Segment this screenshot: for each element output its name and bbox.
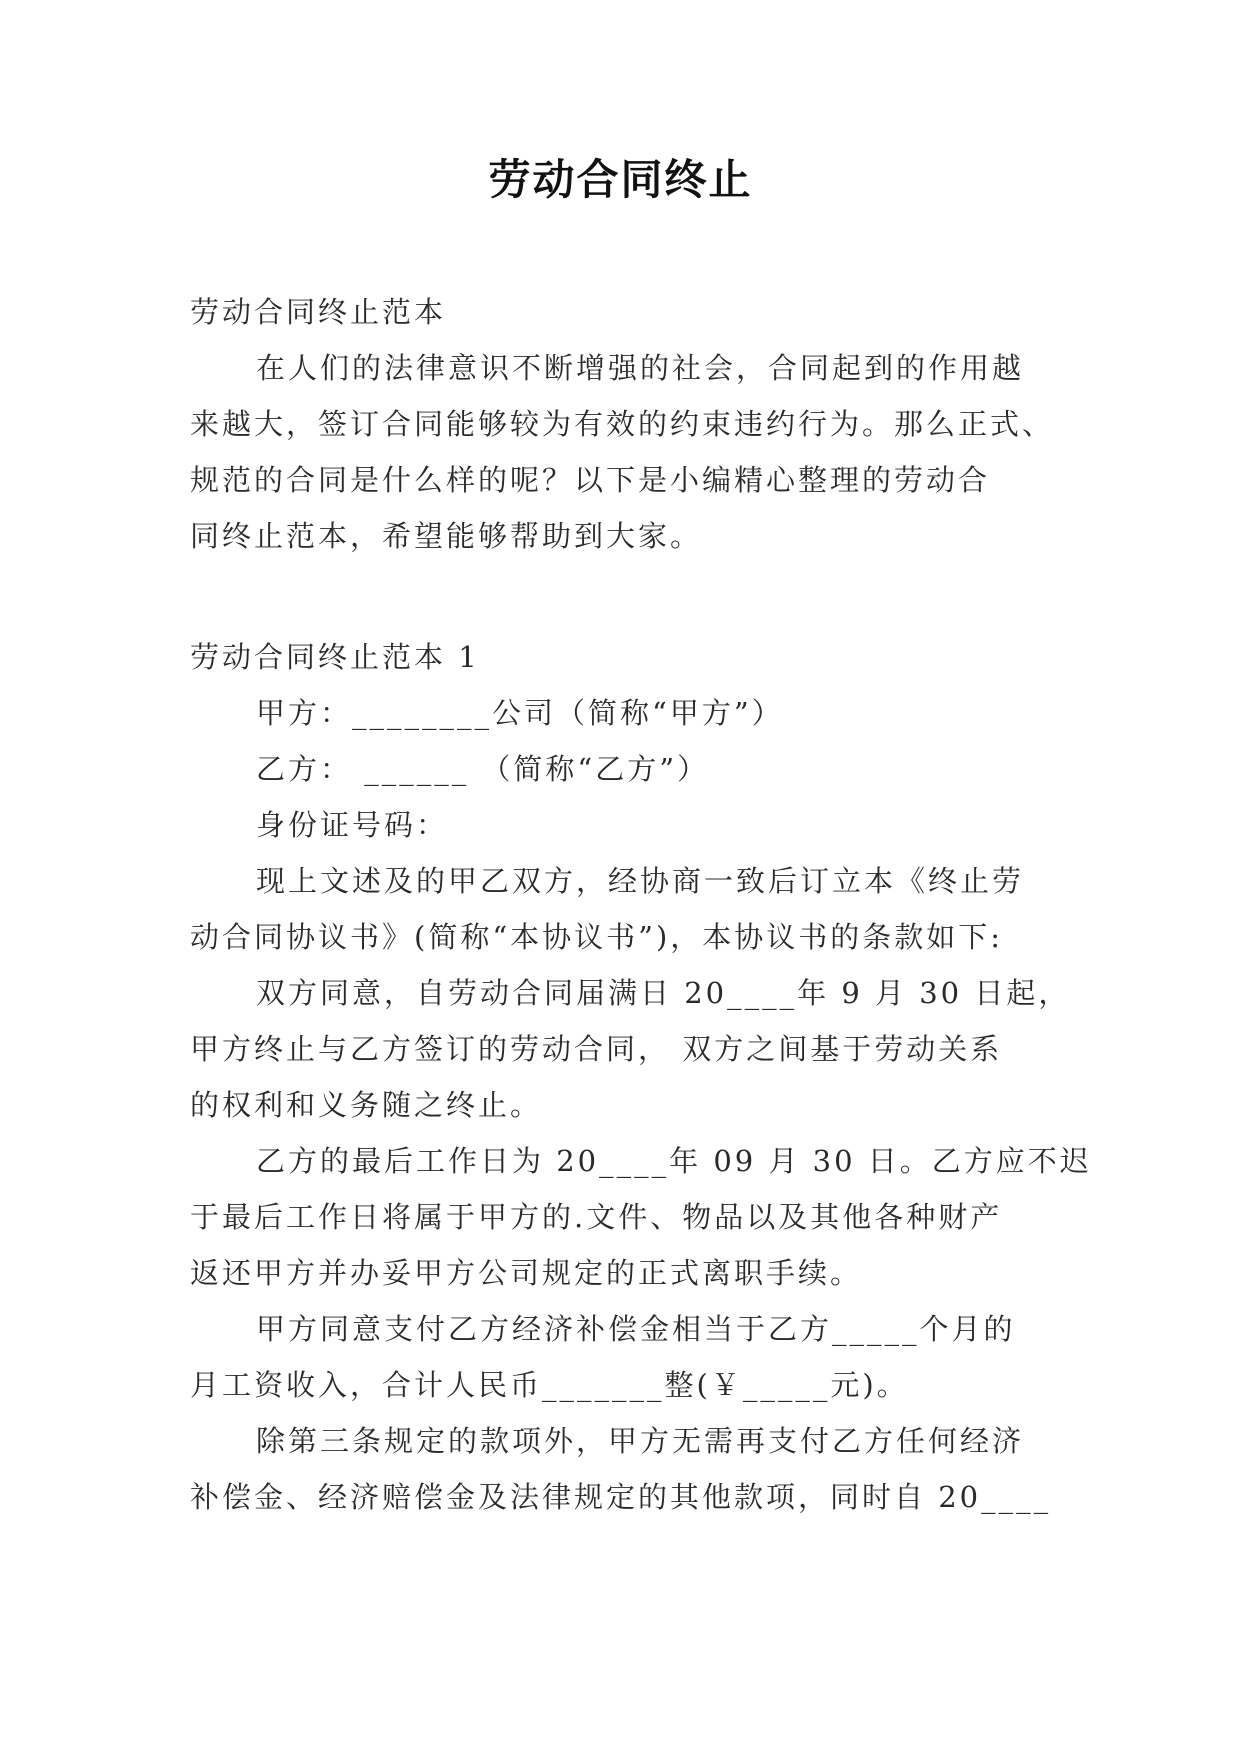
body-line: 动合同协议书》(简称“本协议书”)，本协议书的条款如下: [190,920,1004,954]
intro-line: 在人们的法律意识不断增强的社会，合同起到的作用越 [256,351,1025,385]
body-line: 甲方终止与乙方签订的劳动合同， 双方之间基于劳动关系 [190,1032,1003,1066]
body-line: 乙方的最后工作日为 20____年 09 月 30 日。乙方应不迟 [256,1144,1092,1178]
body-line: 月工资收入，合计人民币_______整(￥_____元)。 [190,1368,909,1402]
body-line: 除第三条规定的款项外，甲方无需再支付乙方任何经济 [256,1424,1025,1458]
sample-heading: 劳动合同终止范本 1 [190,640,480,674]
intro-line: 规范的合同是什么样的呢？以下是小编精心整理的劳动合 [190,463,991,497]
intro-line: 同终止范本，希望能够帮助到大家。 [190,519,703,553]
document-title: 劳动合同终止 [488,155,753,204]
section-heading: 劳动合同终止范本 [190,295,447,329]
body-line: 的权利和义务随之终止。 [190,1088,543,1122]
body-line: 补偿金、经济赔偿金及法律规定的其他款项，同时自 20____ [190,1480,1052,1514]
intro-line: 来越大，签订合同能够较为有效的约束违约行为。那么正式、 [190,407,1055,441]
body-line: 于最后工作日将属于甲方的.文件、物品以及其他各种财产 [190,1200,1003,1234]
body-line: 返还甲方并办妥甲方公司规定的正式离职手续。 [190,1256,863,1290]
party-a-line: 甲方：________公司（简称“甲方”） [256,696,784,730]
body-line: 甲方同意支付乙方经济补偿金相当于乙方_____个月的 [256,1312,1016,1346]
id-number-line: 身份证号码： [256,808,449,842]
body-line: 现上文述及的甲乙双方，经协商一致后订立本《终止劳 [256,864,1025,898]
body-line: 双方同意，自劳动合同届满日 20____年 9 月 30 日起， [256,976,1071,1010]
party-b-line: 乙方： ______ （简称“乙方”） [256,752,710,786]
